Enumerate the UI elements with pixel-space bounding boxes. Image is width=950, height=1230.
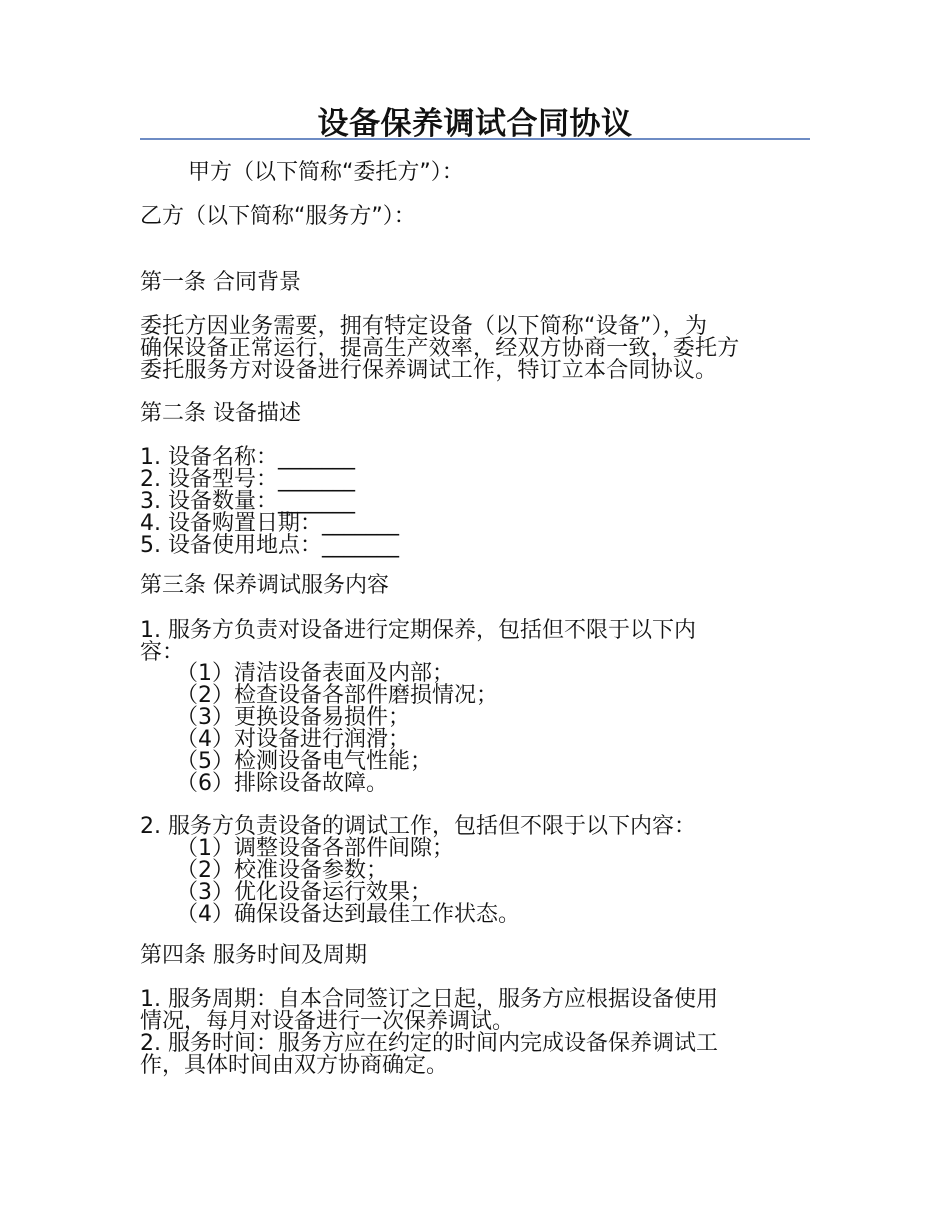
article-4-line: 1. 服务周期：自本合同签订之日起，服务方应根据设备使用 (140, 987, 718, 1012)
article-4-line: 作，具体时间由双方协商确定。 (140, 1053, 449, 1078)
title-underline (140, 138, 810, 140)
maintenance-item: （2）检查设备各部件磨损情况； (176, 683, 498, 708)
maintenance-item: （5）检测设备电气性能； (176, 749, 432, 774)
article-3-heading: 第三条 保养调试服务内容 (140, 573, 389, 598)
debugging-item: （1）调整设备各部件间隙； (176, 836, 454, 861)
article-4-heading: 第四条 服务时间及周期 (140, 943, 367, 968)
article-1-line: 确保设备正常运行，提高生产效率，经双方协商一致，委托方 (140, 336, 740, 361)
party-b-line: 乙方（以下简称“服务方”）： (140, 204, 416, 229)
maintenance-item: （1）清洁设备表面及内部； (176, 661, 454, 686)
document-title: 设备保养调试合同协议 (317, 106, 633, 142)
maintenance-item: （3）更换设备易损件； (176, 705, 410, 730)
article-1-line: 委托服务方对设备进行保养调试工作，特订立本合同协议。 (140, 358, 718, 383)
debugging-item: （2）校准设备参数； (176, 858, 388, 883)
article-3-section-2-line: 2. 服务方负责设备的调试工作，包括但不限于以下内容： (140, 814, 696, 839)
article-2-heading: 第二条 设备描述 (140, 401, 301, 426)
party-a-line: 甲方（以下简称“委托方”）： (188, 160, 464, 185)
article-4-line: 情况，每月对设备进行一次保养调试。 (140, 1009, 515, 1034)
article-1-heading: 第一条 合同背景 (140, 270, 301, 295)
equipment-field: 2. 设备型号：_______ (140, 467, 355, 492)
article-1-line: 委托方因业务需要，拥有特定设备（以下简称“设备”），为 (140, 314, 708, 339)
equipment-field: 3. 设备数量：_______ (140, 489, 355, 514)
maintenance-item: （6）排除设备故障。 (176, 771, 388, 796)
article-3-section-1-line: 容： (140, 640, 185, 665)
equipment-field: 5. 设备使用地点：_______ (140, 533, 399, 558)
debugging-item: （3）优化设备运行效果； (176, 880, 432, 905)
equipment-field: 1. 设备名称：_______ (140, 445, 355, 470)
debugging-item: （4）确保设备达到最佳工作状态。 (176, 902, 520, 927)
maintenance-item: （4）对设备进行润滑； (176, 727, 410, 752)
equipment-field: 4. 设备购置日期：_______ (140, 511, 399, 536)
article-3-section-1-line: 1. 服务方负责对设备进行定期保养，包括但不限于以下内 (140, 618, 696, 643)
article-4-line: 2. 服务时间：服务方应在约定的时间内完成设备保养调试工 (140, 1031, 718, 1056)
